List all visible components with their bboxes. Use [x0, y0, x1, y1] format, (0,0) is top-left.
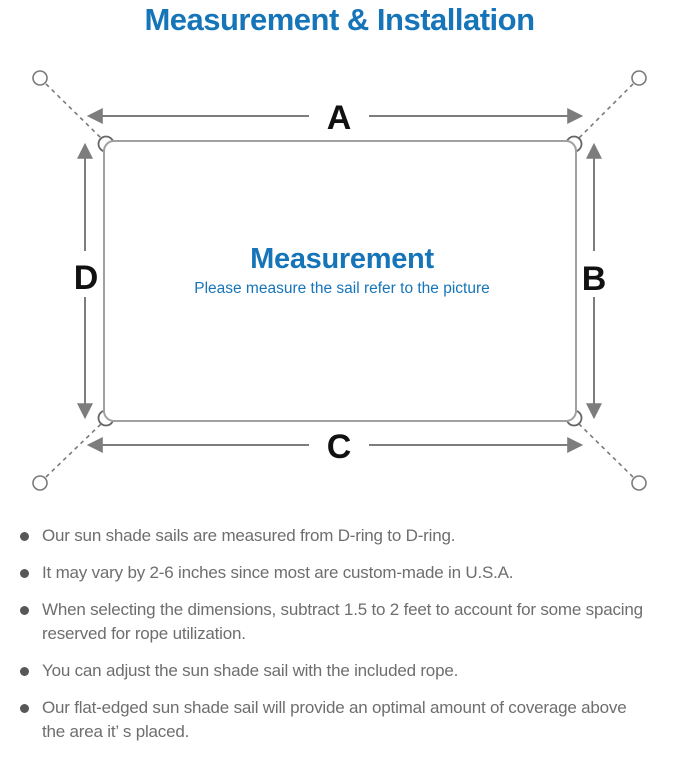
rope-line-top-right	[579, 84, 633, 138]
anchor-point-top-right-icon	[632, 71, 646, 85]
bullet-dot-icon	[20, 667, 29, 676]
dimension-label-a: A	[326, 99, 352, 137]
note-line: When selecting the dimensions, subtract 1.5 to 2 feet to account for some spacing	[42, 600, 643, 619]
page-title: Measurement & Installation	[144, 2, 535, 37]
anchor-point-bottom-right-icon	[632, 476, 646, 490]
note-item	[20, 659, 670, 683]
anchor-point-bottom-left-icon	[33, 476, 47, 490]
note-item	[20, 598, 670, 646]
dimension-label-d: D	[73, 259, 99, 297]
note-line: reserved for rope utilization.	[42, 624, 246, 643]
dimension-label-b: B	[581, 260, 607, 298]
bullet-dot-icon	[20, 569, 29, 578]
note-line: the area it’ s placed.	[42, 722, 190, 741]
bullet-dot-icon	[20, 704, 29, 713]
note-line: You can adjust the sun shade sail with the included rope.	[42, 661, 459, 680]
note-line: It may vary by 2-6 inches since most are custom-made in U.S.A.	[42, 563, 514, 582]
diagram-center-title: Measurement	[250, 243, 434, 275]
note-line: Our sun shade sails are measured from D-ring to D-ring.	[42, 526, 456, 545]
bullet-dot-icon	[20, 606, 29, 615]
dimension-label-c: C	[326, 428, 352, 466]
diagram-center-subtitle: Please measure the sail refer to the picture	[194, 280, 490, 297]
note-item	[20, 524, 670, 548]
notes-list	[20, 524, 670, 757]
rope-line-bottom-right	[579, 424, 633, 477]
note-item	[20, 561, 670, 585]
bullet-dot-icon	[20, 532, 29, 541]
anchor-point-top-left-icon	[33, 71, 47, 85]
rope-line-top-left	[46, 84, 101, 138]
note-item	[20, 696, 670, 744]
note-line: Our flat-edged sun shade sail will provide an optimal amount of coverage above	[42, 698, 627, 717]
rope-line-bottom-left	[46, 424, 101, 477]
